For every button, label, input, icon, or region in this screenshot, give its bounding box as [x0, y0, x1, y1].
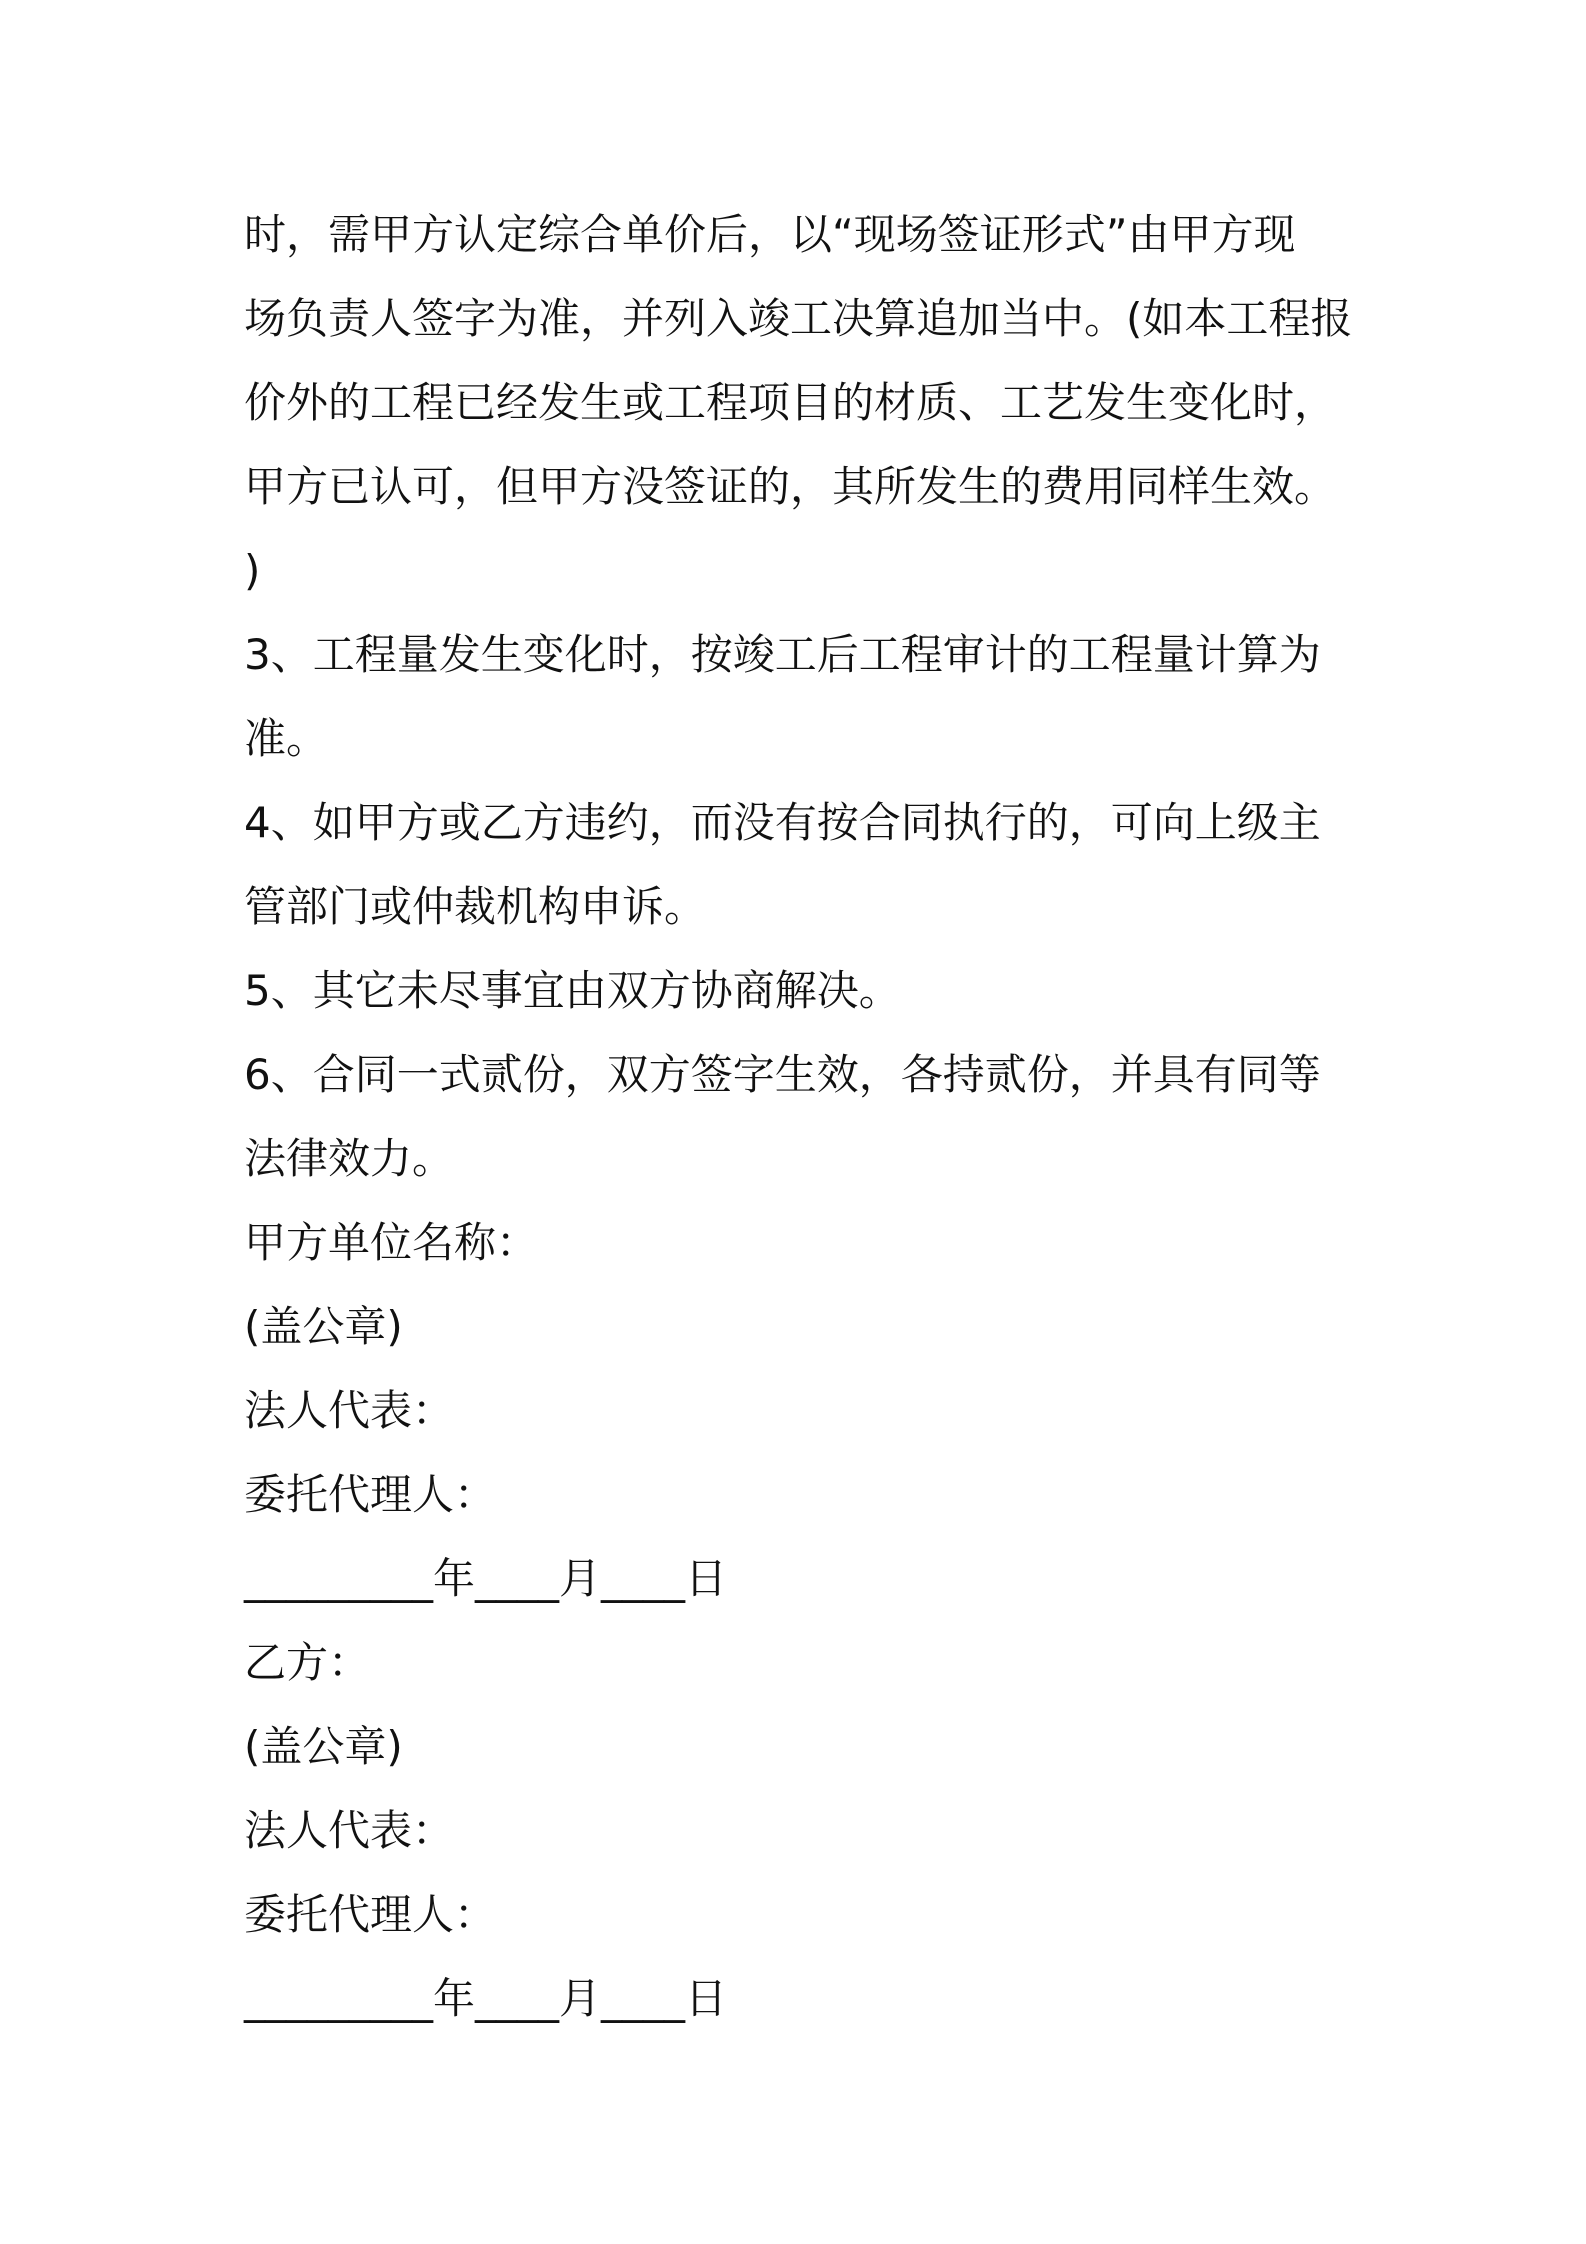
- paragraph-line: 价外的工程已经发生或工程项目的材质、工艺发生变化时，: [244, 378, 1337, 427]
- paragraph-line: 甲方已认可，但甲方没签证的，其所发生的费用同样生效。: [244, 462, 1337, 511]
- paragraph-line: 时，需甲方认定综合单价后，以“现场签证形式”由甲方现: [244, 210, 1296, 259]
- party-b-legal-rep: 法人代表：: [244, 1806, 455, 1855]
- clause-6-line: 法律效力。: [244, 1134, 455, 1183]
- clause-4-line: 管部门或仲裁机构申诉。: [244, 882, 707, 931]
- clause-6-line: 6、合同一式贰份，双方签字生效，各持贰份，并具有同等: [244, 1050, 1321, 1099]
- party-b-seal: (盖公章): [244, 1722, 403, 1771]
- party-a-legal-rep: 法人代表：: [244, 1386, 455, 1435]
- party-a-unit-name: 甲方单位名称：: [244, 1218, 539, 1267]
- clause-3-line: 3、工程量发生变化时，按竣工后工程审计的工程量计算为: [244, 630, 1321, 679]
- party-b-date: _________年____月____日: [244, 1974, 728, 2023]
- document-body: [244, 193, 1354, 2041]
- party-a-date: _________年____月____日: [244, 1554, 728, 1603]
- party-a-seal: (盖公章): [244, 1302, 403, 1351]
- clause-4-line: 4、如甲方或乙方违约，而没有按合同执行的，可向上级主: [244, 798, 1321, 847]
- clause-5: 5、其它未尽事宜由双方协商解决。: [244, 966, 901, 1015]
- paragraph-line: ): [244, 546, 261, 595]
- party-b-agent: 委托代理人：: [244, 1890, 497, 1939]
- paragraph-line: 场负责人签字为准，并列入竣工决算追加当中。(如本工程报: [244, 294, 1353, 343]
- party-a-agent: 委托代理人：: [244, 1470, 497, 1519]
- party-b-name: 乙方：: [244, 1638, 371, 1687]
- clause-3-line: 准。: [244, 714, 329, 763]
